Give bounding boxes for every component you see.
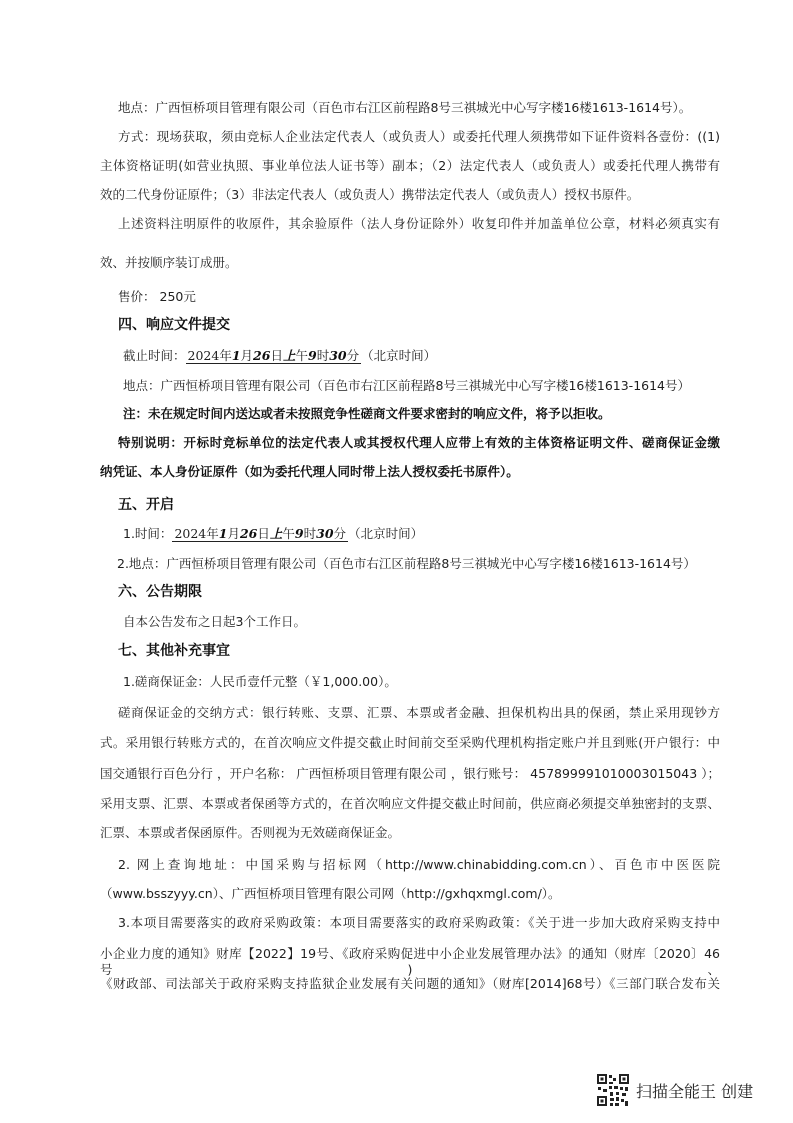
deposit-method-line-4: 采用支票、汇票、本票或者保函等方式的，在首次响应文件提交截止时间前，供应商必须提交单独密封的支票、 (100, 796, 720, 811)
price-label: 售价： (118, 289, 156, 304)
deadline-minute-unit: 分 (346, 348, 360, 363)
opening-month-unit: 月 (227, 526, 240, 541)
opening-hour-unit: 时 (303, 526, 317, 541)
deadline-line (123, 348, 743, 364)
location-text: 广西恒桥项目管理有限公司（百色市右江区前程路8号三祺城光中心写字楼16楼1613-1614号）。 (155, 100, 692, 115)
camscanner-watermark (596, 1073, 786, 1107)
opening-time-label: 1.时间： (123, 526, 173, 541)
policy-line-1: 3.本项目需要落实的政府采购政策：本项目需要落实的政府采购政策：《关于进一步加大政府采购支持中 (118, 915, 720, 930)
method-line-2: 主体资格证明(如营业执照、事业单位法人证书等）副本；（2）法定代表人（或负责人）或委托代理人携带有 (100, 158, 720, 173)
query-address-line-1: 2. 网上查询地址：中国采购与招标网（http://www.chinabidding.com.cn）、百色市中医医院 (118, 857, 720, 872)
policy-line-2: 小企业力度的通知》财库【2022】19号、《政府采购促进中小企业发展管理办法》的通知（财库〔2020〕46号)、 (100, 946, 720, 977)
method-line-3: 效的二代身份证原件；（3）非法定代表人（或负责人）携带法定代表人（或负责人）授权书原件。 (100, 187, 640, 202)
opening-time-line (123, 526, 743, 542)
section-4-title: 四、响应文件提交 (118, 317, 230, 333)
opening-timezone: （北京时间） (348, 526, 424, 541)
deadline-ampm: 上 (282, 348, 296, 363)
opening-minute-unit: 分 (333, 526, 347, 541)
opening-minute: 30 (316, 526, 334, 541)
materials-line-1: 上述资料注明原件的收原件，其余验原件（法人身份证除外）收复印件并加盖单位公章，材料必须真实有 (118, 216, 720, 231)
submit-location-text: 广西恒桥项目管理有限公司（百色市右江区前程路8号三祺城光中心写字楼16楼1613-1614号） (160, 378, 691, 393)
policy-line-3: 《财政部、司法部关于政府采购支持监狱企业发展有关问题的通知》（财库[2014]68号）《三部门联合发布关 (100, 976, 720, 991)
deposit-method-line-1: 磋商保证金的交纳方式：银行转账、支票、汇票、本票或者金融、担保机构出具的保函，禁止采用现钞方 (118, 705, 720, 720)
deadline-day-unit: 日 (270, 348, 283, 363)
submit-location-line (123, 378, 743, 394)
special-note-line-1: 特别说明：开标时竞标单位的法定代表人或其授权代理人应带上有效的主体资格证明文件、磋商保证金缴 (118, 435, 720, 450)
price-value: 250元 (159, 289, 196, 304)
opening-year: 2024年 (174, 526, 219, 541)
deadline-timezone: （北京时间） (361, 348, 437, 363)
opening-handwritten-date (172, 526, 348, 542)
rejection-note: 注：未在规定时间内送达或者未按照竞争性磋商文件要求密封的响应文件，将予以拒收。 (123, 406, 611, 421)
deadline-label: 截止时间： (123, 348, 186, 363)
section-7-title: 七、其他补充事宜 (118, 643, 230, 659)
opening-day-unit: 日 (257, 526, 270, 541)
opening-month: 1 (218, 526, 228, 541)
watermark-text: 扫描全能王 创建 (636, 1081, 754, 1101)
qr-code-icon (596, 1073, 630, 1107)
deadline-day: 26 (253, 348, 271, 363)
method-line-1: 方式：现场获取，须由竞标人企业法定代表人（或负责人）或委托代理人须携带如下证件资料各壹份：((1) (118, 129, 720, 144)
deadline-noon: 午 (295, 348, 308, 363)
deadline-hour-unit: 时 (316, 348, 330, 363)
deposit-amount-line: 1.磋商保证金：人民币壹仟元整（￥1,000.00）。 (123, 674, 397, 689)
opening-ampm: 上 (269, 526, 283, 541)
deadline-month-unit: 月 (240, 348, 254, 363)
notice-period-text: 自本公告发布之日起3个工作日。 (123, 614, 306, 629)
price-line (118, 289, 738, 305)
query-address-line-2: （www.bsszyyy.cn）、广西恒桥项目管理有限公司网（http://gxhqxmgl.com/）。 (100, 886, 561, 901)
location-paragraph (118, 100, 738, 116)
submit-location-label: 地点： (123, 378, 161, 393)
opening-noon: 午 (282, 526, 295, 541)
deadline-minute: 30 (329, 348, 347, 363)
section-6-title: 六、公告期限 (118, 584, 202, 600)
deposit-method-line-5: 汇票、本票或者保函原件。否则视为无效磋商保证金。 (100, 825, 401, 840)
deadline-hour: 9 (308, 348, 317, 363)
deposit-method-line-2: 式。采用银行转账方式的，在首次响应文件提交截止时间前交至采购代理机构指定账户并且到账(开户银行：中 (100, 735, 720, 750)
location-label: 地点： (118, 100, 156, 115)
deadline-handwritten-date (186, 348, 362, 364)
deadline-year: 2024年 (187, 348, 232, 363)
deadline-month: 1 (231, 348, 241, 363)
opening-day: 26 (239, 526, 258, 541)
section-5-title: 五、开启 (118, 497, 174, 513)
special-note-line-2: 纳凭证、本人身份证原件（如为委托代理人同时带上法人授权委托书原件）。 (100, 464, 519, 479)
deposit-method-line-3: 国交通银行百色分行 ，开户名称： 广西恒桥项目管理有限公司 ，银行账号： 457899991010003015043 ）； (100, 766, 720, 781)
opening-location-line: 2.地点：广西恒桥项目管理有限公司（百色市右江区前程路8号三祺城光中心写字楼16楼1613-1614号） (117, 556, 696, 571)
materials-line-2: 效、并按顺序装订成册。 (100, 255, 238, 270)
opening-hour: 9 (294, 526, 304, 541)
